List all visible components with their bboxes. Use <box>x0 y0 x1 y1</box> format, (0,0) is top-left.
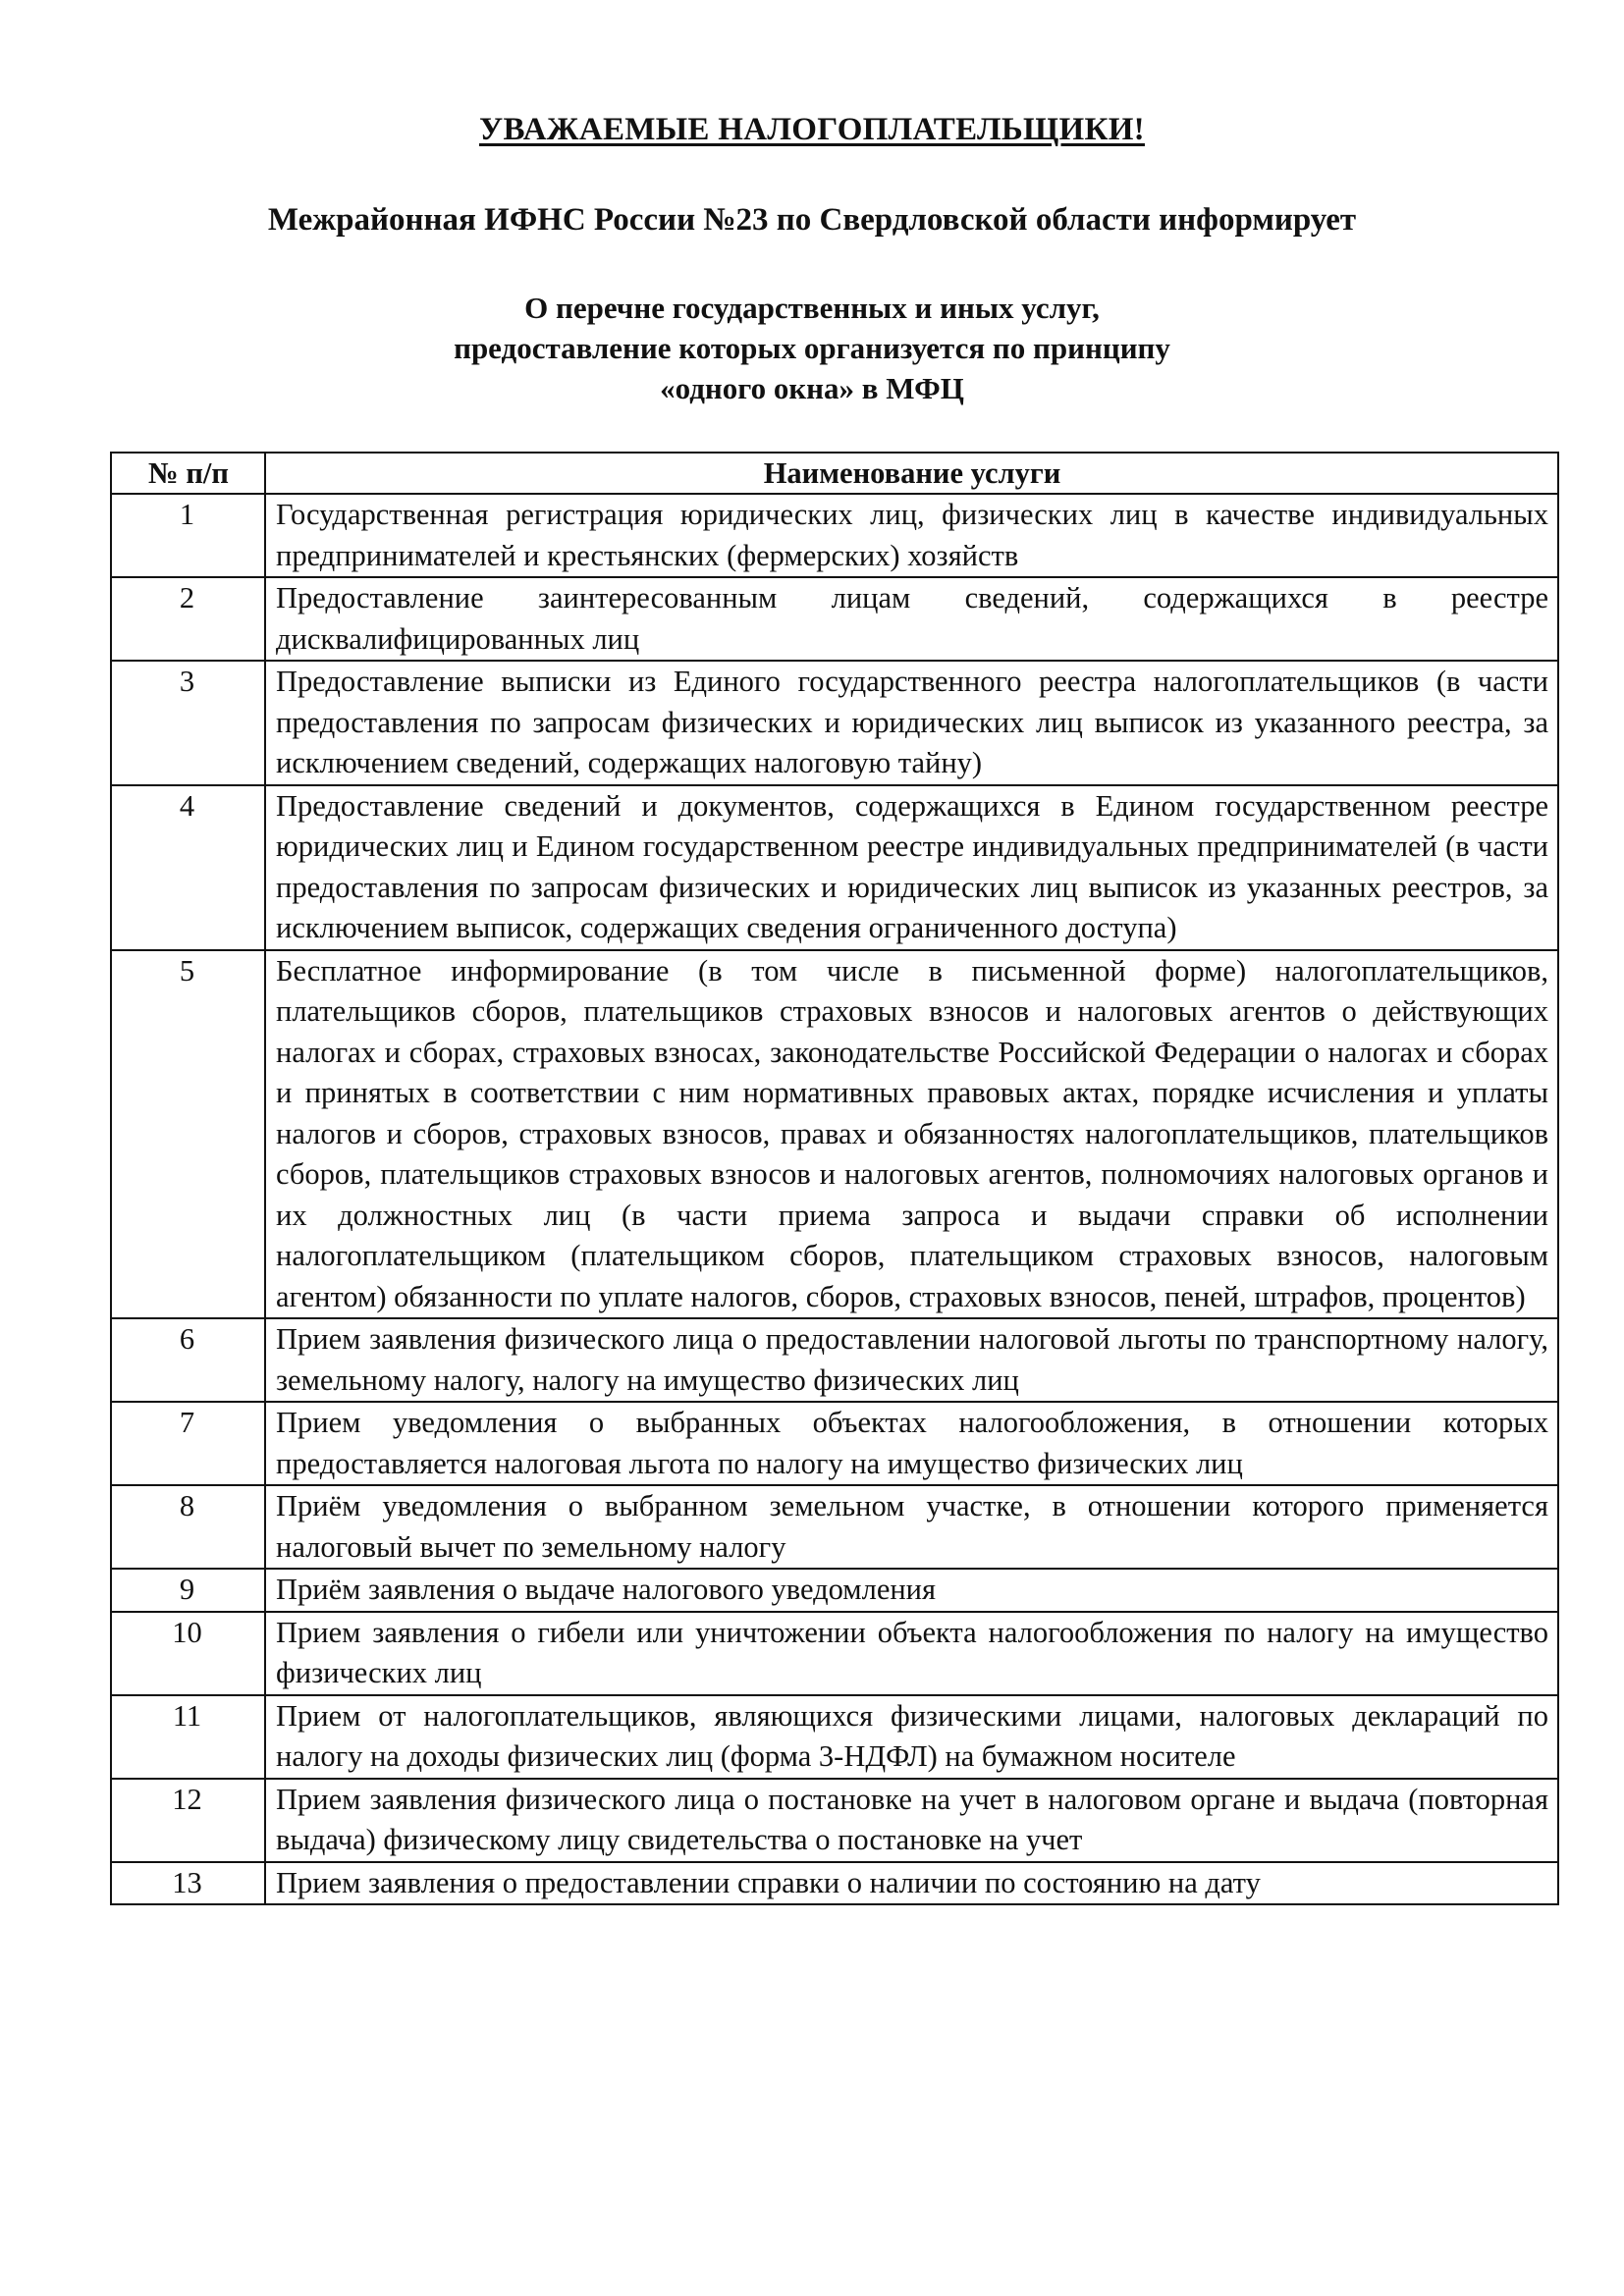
service-name: Бесплатное информирование (в том числе в письменной форме) налогоплательщиков, плательщиков сборов, плательщиков страховых взносов и налоговых агентов о действующих налогах и сборах, страховых взносах, законодательстве Российской Федерации о налогах и сборах и принятых в соответствии с ним нормативных правовых актах, порядке исчисления и уплаты налогов и сборов, страховых взносов, правах и обязанностях налогоплательщиков, плательщиков сборов, плательщиков страховых взносов и налоговых агентов, полномочиях налоговых органов и их должностных лиц (в части приема запроса и выдачи справки об исполнении налогоплательщиком (плательщиком сборов, плательщиком страховых взносов, налоговым агентом) обязанности по уплате налогов, сборов, страховых взносов, пеней, штрафов, процентов) <box>265 950 1558 1319</box>
table-header-row <box>111 453 1558 494</box>
column-header-name: Наименование услуги <box>265 453 1558 494</box>
section-heading-line-1: О перечне государственных и иных услуг, <box>524 291 1100 325</box>
row-number: 1 <box>111 494 265 577</box>
table-row <box>111 785 1558 950</box>
table-row <box>111 1779 1558 1862</box>
service-name: Предоставление выписки из Единого государственного реестра налогоплательщиков (в части предоставления по запросам физических и юридических лиц выписок из указанного реестра, за исключением сведений, содержащих налоговую тайну) <box>265 661 1558 785</box>
row-number: 10 <box>111 1612 265 1695</box>
page-subtitle: Межрайонная ИФНС России №23 по Свердловской области информирует <box>267 202 1357 238</box>
table-row <box>111 661 1558 785</box>
column-header-number: № п/п <box>111 453 265 494</box>
services-table <box>110 452 1559 1905</box>
page-title: УВАЖАЕМЫЕ НАЛОГОПЛАТЕЛЬЩИКИ! <box>479 112 1145 147</box>
row-number: 5 <box>111 950 265 1319</box>
table-row <box>111 1695 1558 1779</box>
service-name: Предоставление заинтересованным лицам сведений, содержащихся в реестре дисквалифицированных лиц <box>265 577 1558 661</box>
row-number: 11 <box>111 1695 265 1779</box>
row-number: 13 <box>111 1862 265 1905</box>
service-name: Приём заявления о выдаче налогового уведомления <box>265 1569 1558 1612</box>
service-name: Предоставление сведений и документов, содержащихся в Едином государственном реестре юридических лиц и Едином государственном реестре индивидуальных предпринимателей (в части предоставления по запросам физических и юридических лиц выписок из указанных реестров, за исключением выписок, содержащих сведения ограниченного доступа) <box>265 785 1558 950</box>
row-number: 6 <box>111 1318 265 1402</box>
table-row <box>111 950 1558 1319</box>
table-row <box>111 1612 1558 1695</box>
service-name: Прием уведомления о выбранных объектах налогообложения, в отношении которых предоставляется налоговая льгота по налогу на имущество физических лиц <box>265 1402 1558 1485</box>
service-name: Прием заявления о гибели или уничтожении объекта налогообложения по налогу на имущество физических лиц <box>265 1612 1558 1695</box>
service-name: Государственная регистрация юридических лиц, физических лиц в качестве индивидуальных предпринимателей и крестьянских (фермерских) хозяйств <box>265 494 1558 577</box>
table-row <box>111 1569 1558 1612</box>
row-number: 2 <box>111 577 265 661</box>
service-name: Прием заявления физического лица о предоставлении налоговой льготы по транспортному налогу, земельному налогу, налогу на имущество физических лиц <box>265 1318 1558 1402</box>
row-number: 9 <box>111 1569 265 1612</box>
row-number: 12 <box>111 1779 265 1862</box>
row-number: 3 <box>111 661 265 785</box>
service-name: Прием заявления физического лица о постановке на учет в налоговом органе и выдача (повторная выдача) физическому лицу свидетельства о постановке на учет <box>265 1779 1558 1862</box>
section-heading-line-2: предоставление которых организуется по принципу <box>454 331 1170 365</box>
table-row <box>111 1485 1558 1569</box>
row-number: 4 <box>111 785 265 950</box>
row-number: 7 <box>111 1402 265 1485</box>
service-name: Приём уведомления о выбранном земельном участке, в отношении которого применяется налоговый вычет по земельному налогу <box>265 1485 1558 1569</box>
row-number: 8 <box>111 1485 265 1569</box>
table-row <box>111 1402 1558 1485</box>
table-row <box>111 1318 1558 1402</box>
table-row <box>111 577 1558 661</box>
section-heading-line-3: «одного окна» в МФЦ <box>660 371 964 405</box>
service-name: Прием от налогоплательщиков, являющихся физическими лицами, налоговых деклараций по налогу на доходы физических лиц (форма 3-НДФЛ) на бумажном носителе <box>265 1695 1558 1779</box>
service-name: Прием заявления о предоставлении справки о наличии по состоянию на дату <box>265 1862 1558 1905</box>
table-row <box>111 494 1558 577</box>
table-row <box>111 1862 1558 1905</box>
